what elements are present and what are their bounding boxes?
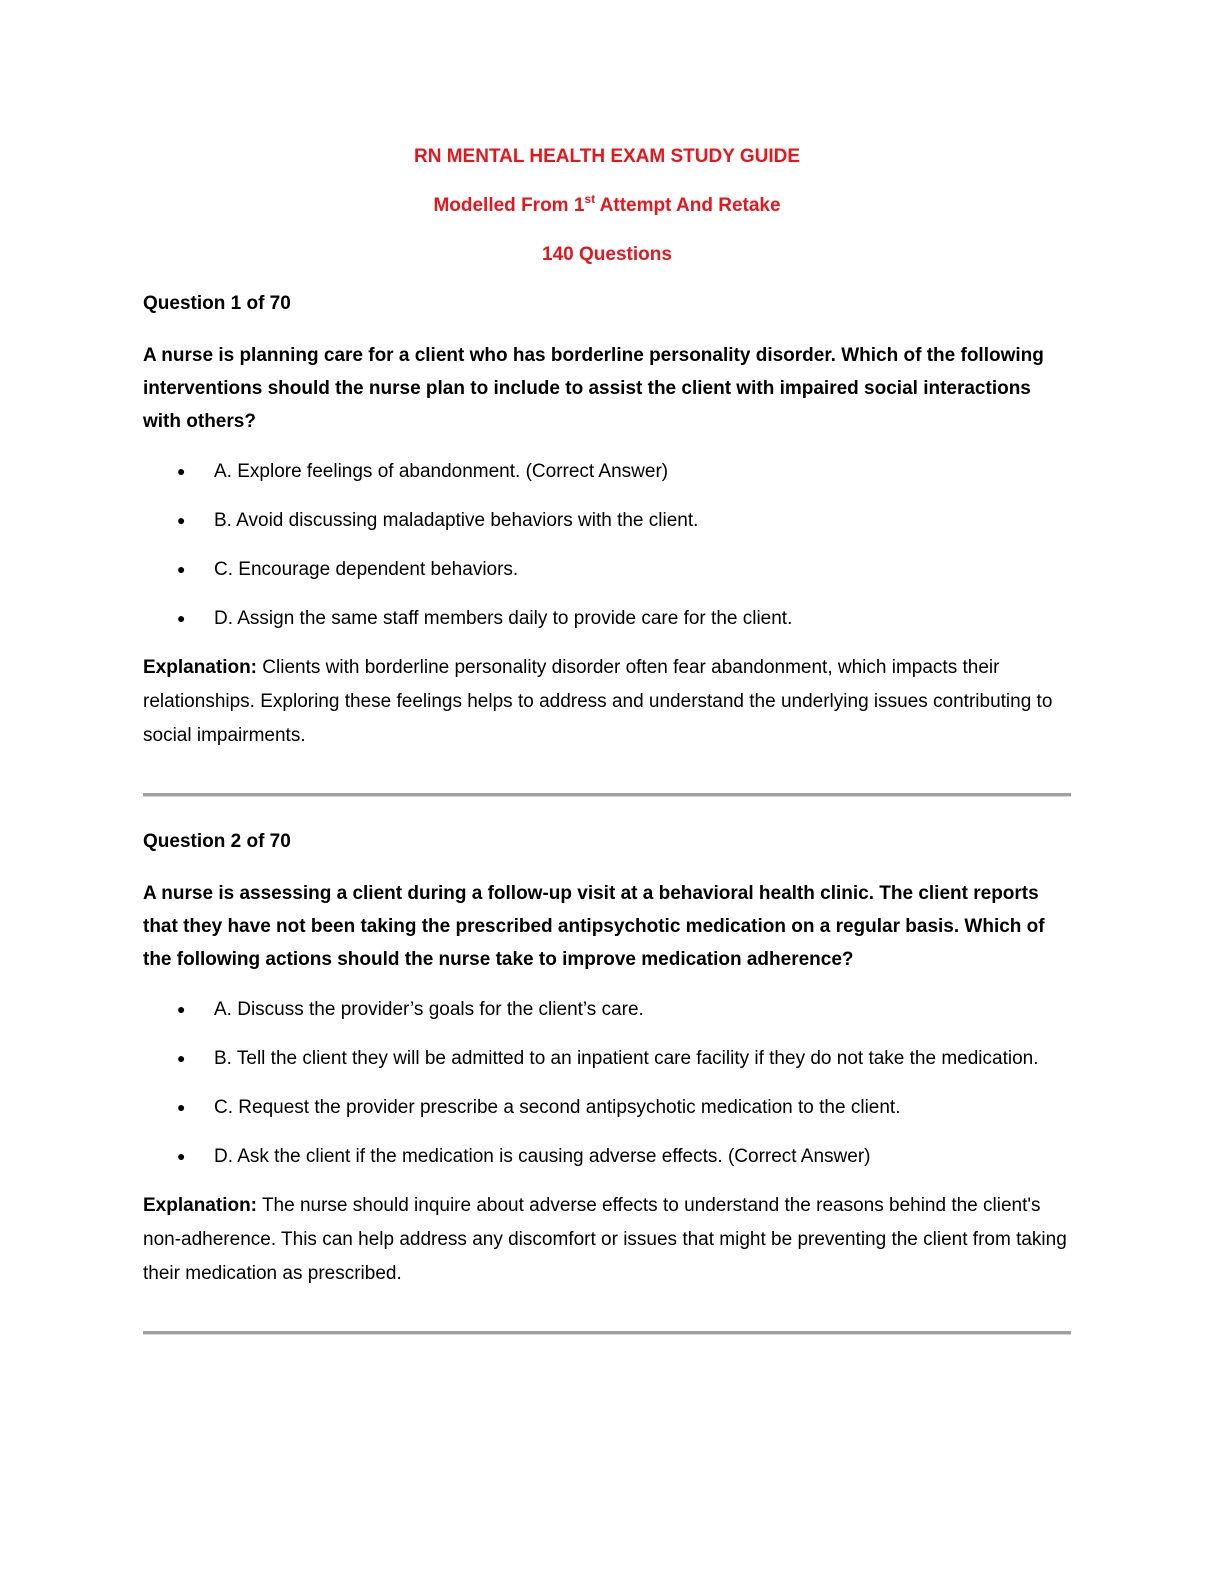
- answer-options: [143, 993, 1071, 1173]
- bullet-icon: ●: [177, 463, 186, 479]
- bullet-icon: ●: [177, 610, 186, 626]
- bullet-icon: ●: [177, 1148, 186, 1164]
- option-text: D. Ask the client if the medication is causing adverse effects. (Correct Answer): [214, 1146, 871, 1167]
- subtitle-superscript: st: [584, 191, 596, 206]
- bullet-icon: ●: [177, 1050, 186, 1066]
- explanation-text: Clients with borderline personality disorder often fear abandonment, which impacts their relationships. Exploring these feelings helps to address and understand the underlying issues contributing to social impairments.: [143, 657, 1053, 746]
- answer-option: [143, 504, 1071, 537]
- answer-options: [143, 455, 1071, 635]
- subtitle-before: Modelled From 1: [433, 195, 585, 216]
- question-text: A nurse is planning care for a client who has borderline personality disorder. Which of the following interventions should the nurse plan to include to assist the client with impaired social interactions with others?: [143, 345, 1044, 432]
- bullet-icon: ●: [177, 1001, 186, 1017]
- section-divider: [143, 793, 1071, 797]
- document-title: RN MENTAL HEALTH EXAM STUDY GUIDE: [414, 146, 800, 167]
- question-block: [143, 828, 1071, 1291]
- explanation-label: Explanation:: [143, 657, 258, 678]
- option-text: B. Avoid discussing maladaptive behaviors with the client.: [214, 510, 699, 531]
- option-text: A. Explore feelings of abandonment. (Correct Answer): [214, 461, 669, 482]
- option-text: C. Request the provider prescribe a second antipsychotic medication to the client.: [214, 1097, 901, 1118]
- answer-option: [143, 1140, 1071, 1173]
- question-heading: Question 2 of 70: [143, 831, 291, 852]
- option-text: D. Assign the same staff members daily to provide care for the client.: [214, 608, 793, 629]
- document-page: [143, 143, 1071, 1366]
- answer-option: [143, 602, 1071, 635]
- explanation-text: The nurse should inquire about adverse effects to understand the reasons behind the client's non-adherence. This can help address any discomfort or issues that might be preventing the client from taking their medication as prescribed.: [143, 1195, 1067, 1284]
- question-block: [143, 290, 1071, 753]
- bullet-icon: ●: [177, 1099, 186, 1115]
- answer-option: [143, 455, 1071, 488]
- option-text: C. Encourage dependent behaviors.: [214, 559, 519, 580]
- question-heading: Question 1 of 70: [143, 293, 291, 314]
- question-text: A nurse is assessing a client during a follow-up visit at a behavioral health clinic. The client reports that they have not been taking the prescribed antipsychotic medication on a regular basis. Which of the following actions should the nurse take to improve medication adherence?: [143, 883, 1045, 970]
- option-text: A. Discuss the provider’s goals for the client’s care.: [214, 999, 644, 1020]
- bullet-icon: ●: [177, 512, 186, 528]
- answer-option: [143, 1042, 1071, 1075]
- subtitle-after: Attempt And Retake: [595, 195, 781, 216]
- explanation: [143, 651, 1071, 753]
- explanation-label: Explanation:: [143, 1195, 258, 1216]
- answer-option: [143, 993, 1071, 1026]
- explanation: [143, 1189, 1071, 1291]
- answer-option: [143, 1091, 1071, 1124]
- section-divider: [143, 1331, 1071, 1335]
- answer-option: [143, 553, 1071, 586]
- option-text: B. Tell the client they will be admitted to an inpatient care facility if they do not take the medication.: [214, 1048, 1039, 1069]
- question-count: 140 Questions: [542, 244, 672, 265]
- bullet-icon: ●: [177, 561, 186, 577]
- document-subtitle: [143, 192, 1071, 220]
